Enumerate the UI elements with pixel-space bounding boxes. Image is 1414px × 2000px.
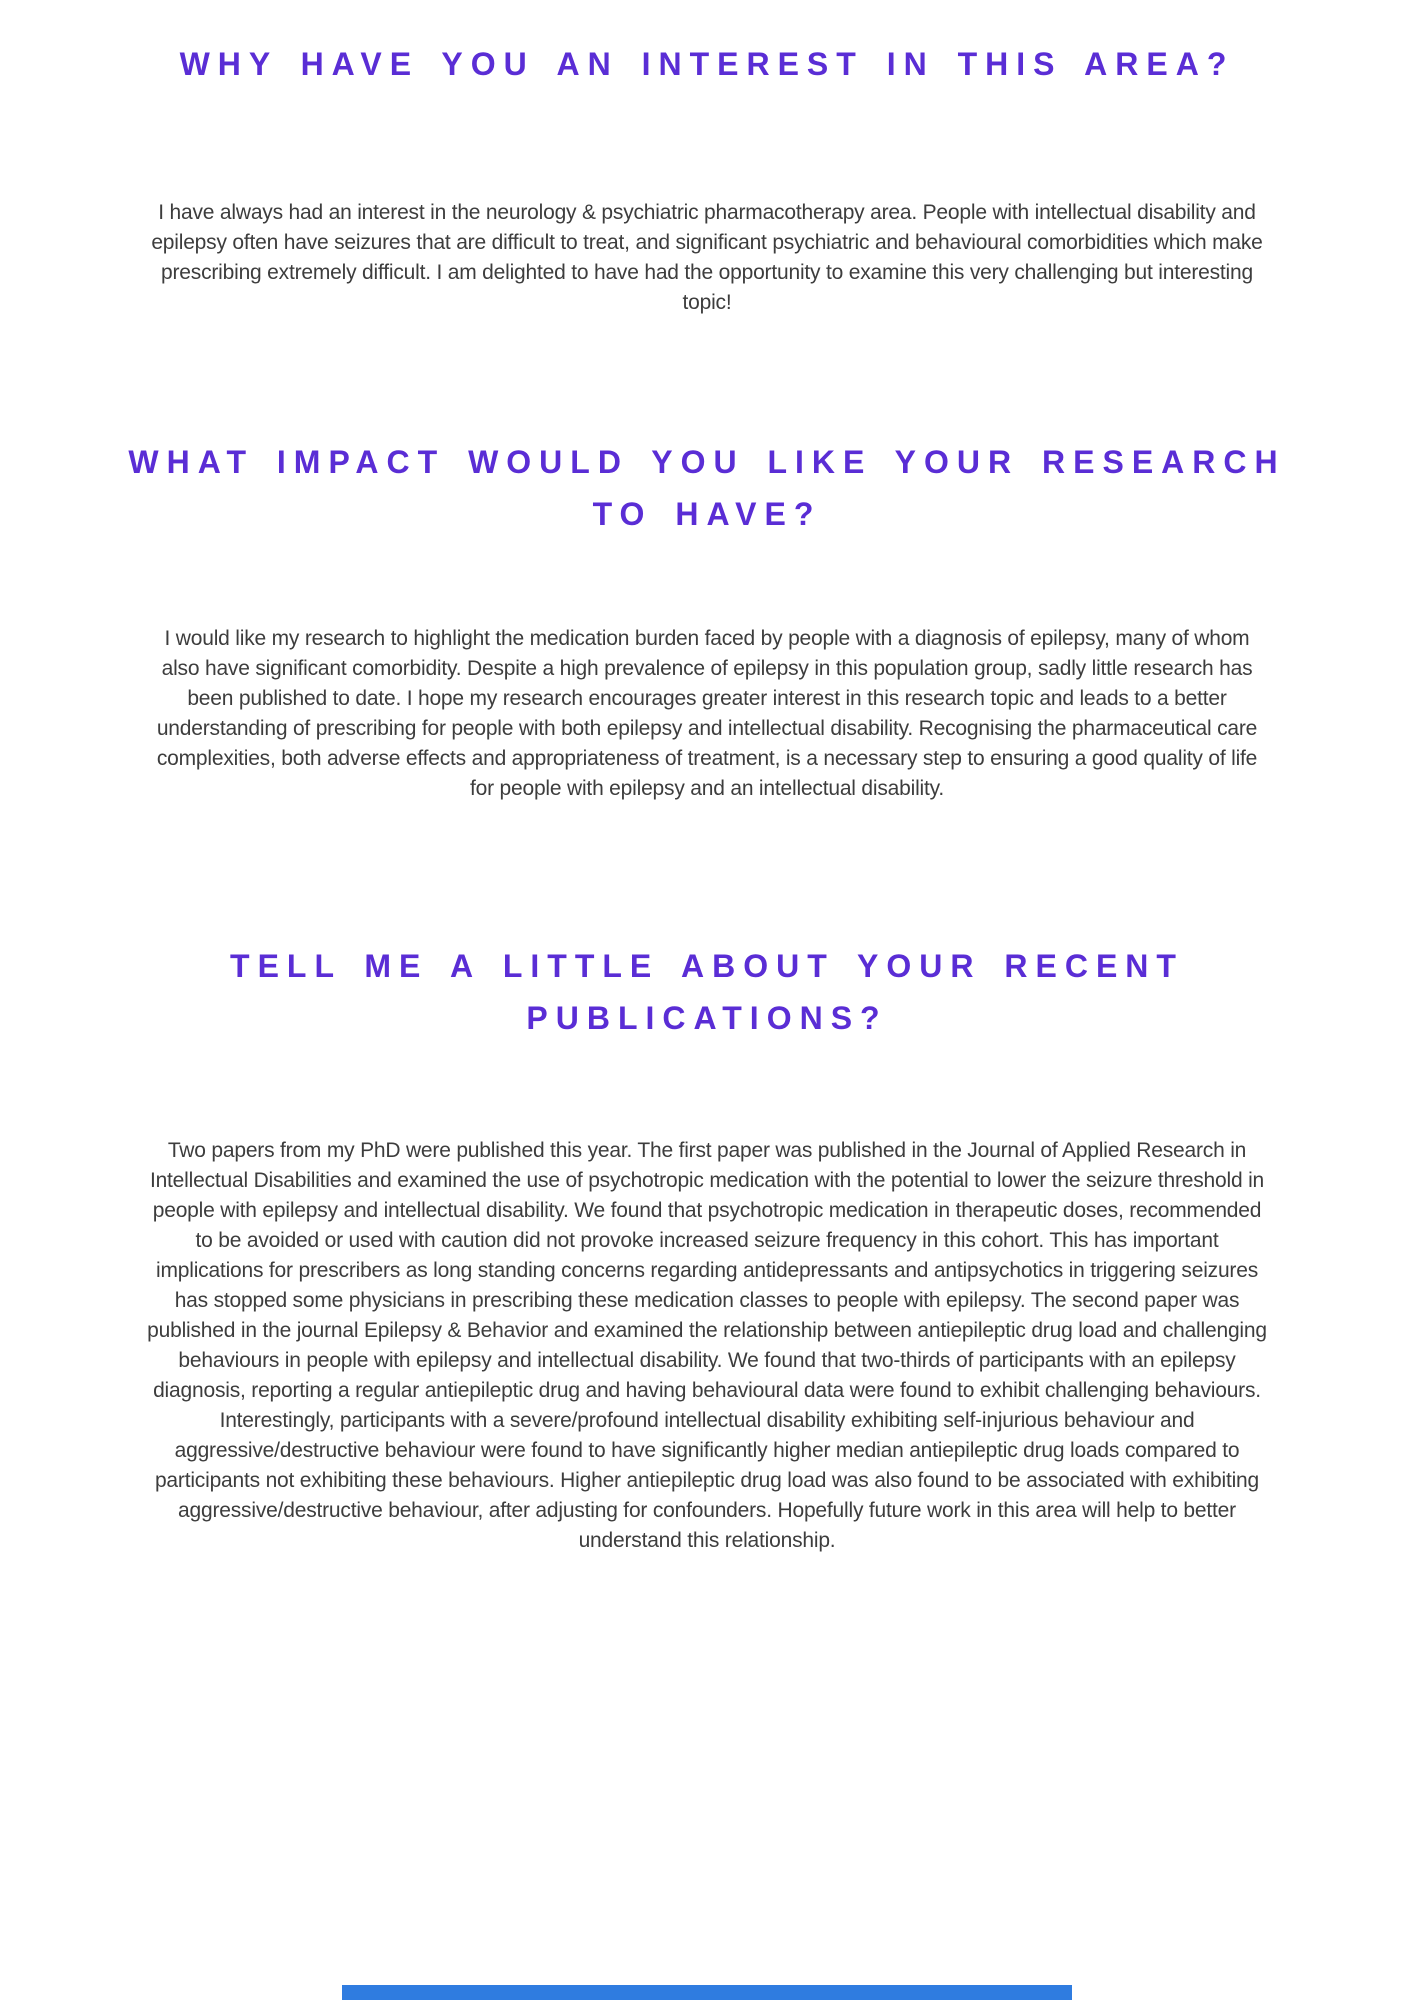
qa-section-interest <box>60 42 1354 318</box>
question-heading-impact <box>60 436 1354 540</box>
qa-section-impact <box>60 436 1354 804</box>
answer-paragraph-publications: Two papers from my PhD were published this year. The first paper was published in the Journal of Applied Research in Intellectual Disabilities and examined the use of psychotropic medication with the potential to lower the seizure threshold in people with epilepsy and intellectual disability. We found that psychotropic medication in therapeutic doses, recommended to be avoided or used with caution did not provoke increased seizure frequency in this cohort. This has important implications for prescribers as long standing concerns regarding antidepressants and antipsychotics in triggering seizures has stopped some physicians in prescribing these medication classes to people with epilepsy. The second paper was published in the journal Epilepsy & Behavior and examined the relationship between antiepileptic drug load and challenging behaviours in people with epilepsy and intellectual disability. We found that two-thirds of participants with an epilepsy diagnosis, reporting a regular antiepileptic drug and having behavioural data were found to exhibit challenging behaviours. Interestingly, participants with a severe/profound intellectual disability exhibiting self-injurious behaviour and aggressive/destructive behaviour were found to have significantly higher median antiepileptic drug loads compared to participants not exhibiting these behaviours. Higher antiepileptic drug load was also found to be associated with exhibiting aggressive/destructive behaviour, after adjusting for confounders. Hopefully future work in this area will help to better understand this relationship. <box>147 1139 1267 1552</box>
qa-section-publications <box>60 940 1354 1556</box>
page-bottom-accent-bar <box>342 1985 1072 2000</box>
question-heading-line: PUBLICATIONS? <box>526 1000 888 1036</box>
question-heading-line: WHY HAVE YOU AN INTEREST IN THIS AREA? <box>179 46 1235 82</box>
answer-paragraph-impact: I would like my research to highlight the medication burden faced by people with a diagnosis of epilepsy, many of whom also have significant comorbidity. Despite a high prevalence of epilepsy in this population group, sadly little research has been published to date. I hope my research encourages greater interest in this research topic and leads to a better understanding of prescribing for people with both epilepsy and intellectual disability. Recognising the pharmaceutical care complexities, both adverse effects and appropriateness of treatment, is a necessary step to ensuring a good quality of life for people with epilepsy and an intellectual disability. <box>156 627 1258 800</box>
question-heading-interest <box>60 42 1354 86</box>
question-heading-line: WHAT IMPACT WOULD YOU LIKE YOUR RESEARCH <box>128 444 1286 480</box>
question-heading-publications <box>60 940 1354 1044</box>
question-heading-line: TO HAVE? <box>592 496 822 532</box>
page-content <box>60 42 1354 1556</box>
question-heading-line: TELL ME A LITTLE ABOUT YOUR RECENT <box>230 948 1184 984</box>
answer-paragraph-interest: I have always had an interest in the neurology & psychiatric pharmacotherapy area. People with intellectual disability and epilepsy often have seizures that are difficult to treat, and significant psychiatric and behavioural comorbidities which make prescribing extremely difficult. I am delighted to have had the opportunity to examine this very challenging but interesting topic! <box>151 201 1263 314</box>
